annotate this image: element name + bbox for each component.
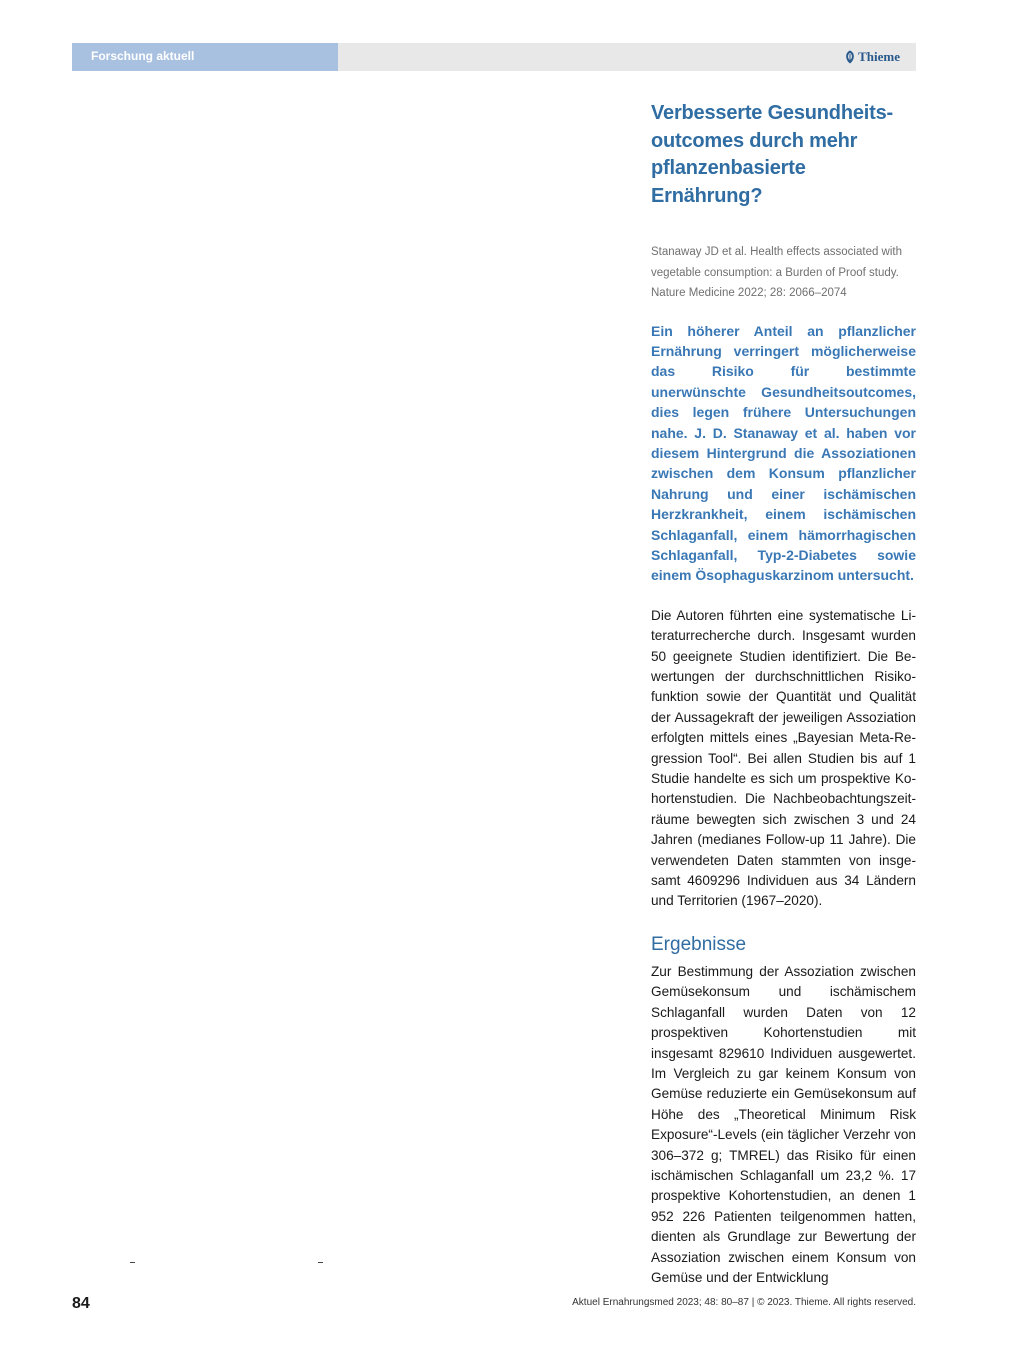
header-bar: [72, 43, 916, 71]
section-tab: [72, 43, 338, 71]
article-title: Verbesserte Gesundheitsoutcomes durch mehr pflanzenbasierte Ernährung?: [651, 102, 894, 207]
article-lead: Ein höherer Anteil an pflanzlicher Ernährung verringert möglicherweise das Risiko für bestimmte unerwünschte Gesundheitsoutcomes, dies legen frühere Untersuchungen nahe. J. D. Stanaway et al. haben vor diesem Hintergrund die Assoziationen zwischen dem Konsum pflanzlicher Nahrung und einer ischämischen Herzkrankheit, einem ischämischen Schlaganfall, einem hämorrhagischen Schlaganfall, Typ-2-Diabetes sowie einem Ösophaguskarzinom untersucht.: [651, 322, 916, 584]
body-column-clip: [651, 962, 916, 1285]
body-paragraph-methods: Die Autoren führten eine systematische Literaturrecherche durch. Insgesamt wurden 50 geeignete Studien identifiziert. Die Bewertungen der durchschnittlichen Risikofunktion sowie der Quantität und Qualität der Aussagekraft der jeweiligen Assoziation erfolgten mittels eines „Bayesian Meta-Regression Tool“. Bei allen Studien bis auf 1 Studie handelte es sich um prospektive Kohortenstudien. Die Nachbeobachtungszeiträume bewegten sich zwischen 3 und 24 Jahren (medianes Follow-up 11 Jahre). Die verwendeten Daten stammten von insgesamt 4609296 Individuen aus 34 Ländern und Territorien (1967–2020).: [651, 607, 916, 909]
article-citation: Stanaway JD et al. Health effects associated with vegetable consumption: a Burden of Proof study. Nature Medicine 2022; 28: 2066–2074: [651, 246, 903, 299]
section-label: Forschung aktuell: [91, 49, 195, 63]
crop-mark: [130, 1262, 135, 1263]
page-number: 84: [72, 1295, 90, 1312]
body-paragraph-results: Zur Bestimmung der Assoziation zwischen Gemüsekonsum und ischämischem Schlaganfall wurden Daten von 12 prospektiven Kohortenstudien mit insgesamt 829610 Individuen ausgewertet. Im Vergleich zu gar keinem Konsum von Gemüse reduzierte ein Gemüsekonsum auf Höhe des „Theoretical Minimum Risk Exposure“-Levels (ein täglicher Verzehr von 306–372 g; TMREL) das Risiko für einen ischämischen Schlaganfall um 23,2 %. 17 prospektive Kohortenstudien, an denen 1 952 226 Patienten teilgenommen hatten, dienten als Grundlage zur Bewertung der Assoziation zwischen einem Konsum von Gemüse und der Entwicklung: [651, 963, 916, 1285]
journal-citation: Aktuel Ernahrungsmed 2023; 48: 80–87 | © 2023. Thieme. All rights reserved.: [572, 1297, 916, 1308]
crop-mark: [318, 1262, 323, 1263]
publisher-name: Thieme: [858, 49, 900, 64]
thieme-logo-icon: [845, 50, 855, 64]
section-heading-results: Ergebnisse: [651, 933, 747, 955]
publisher-brand: [845, 49, 900, 65]
article: [651, 100, 916, 1285]
